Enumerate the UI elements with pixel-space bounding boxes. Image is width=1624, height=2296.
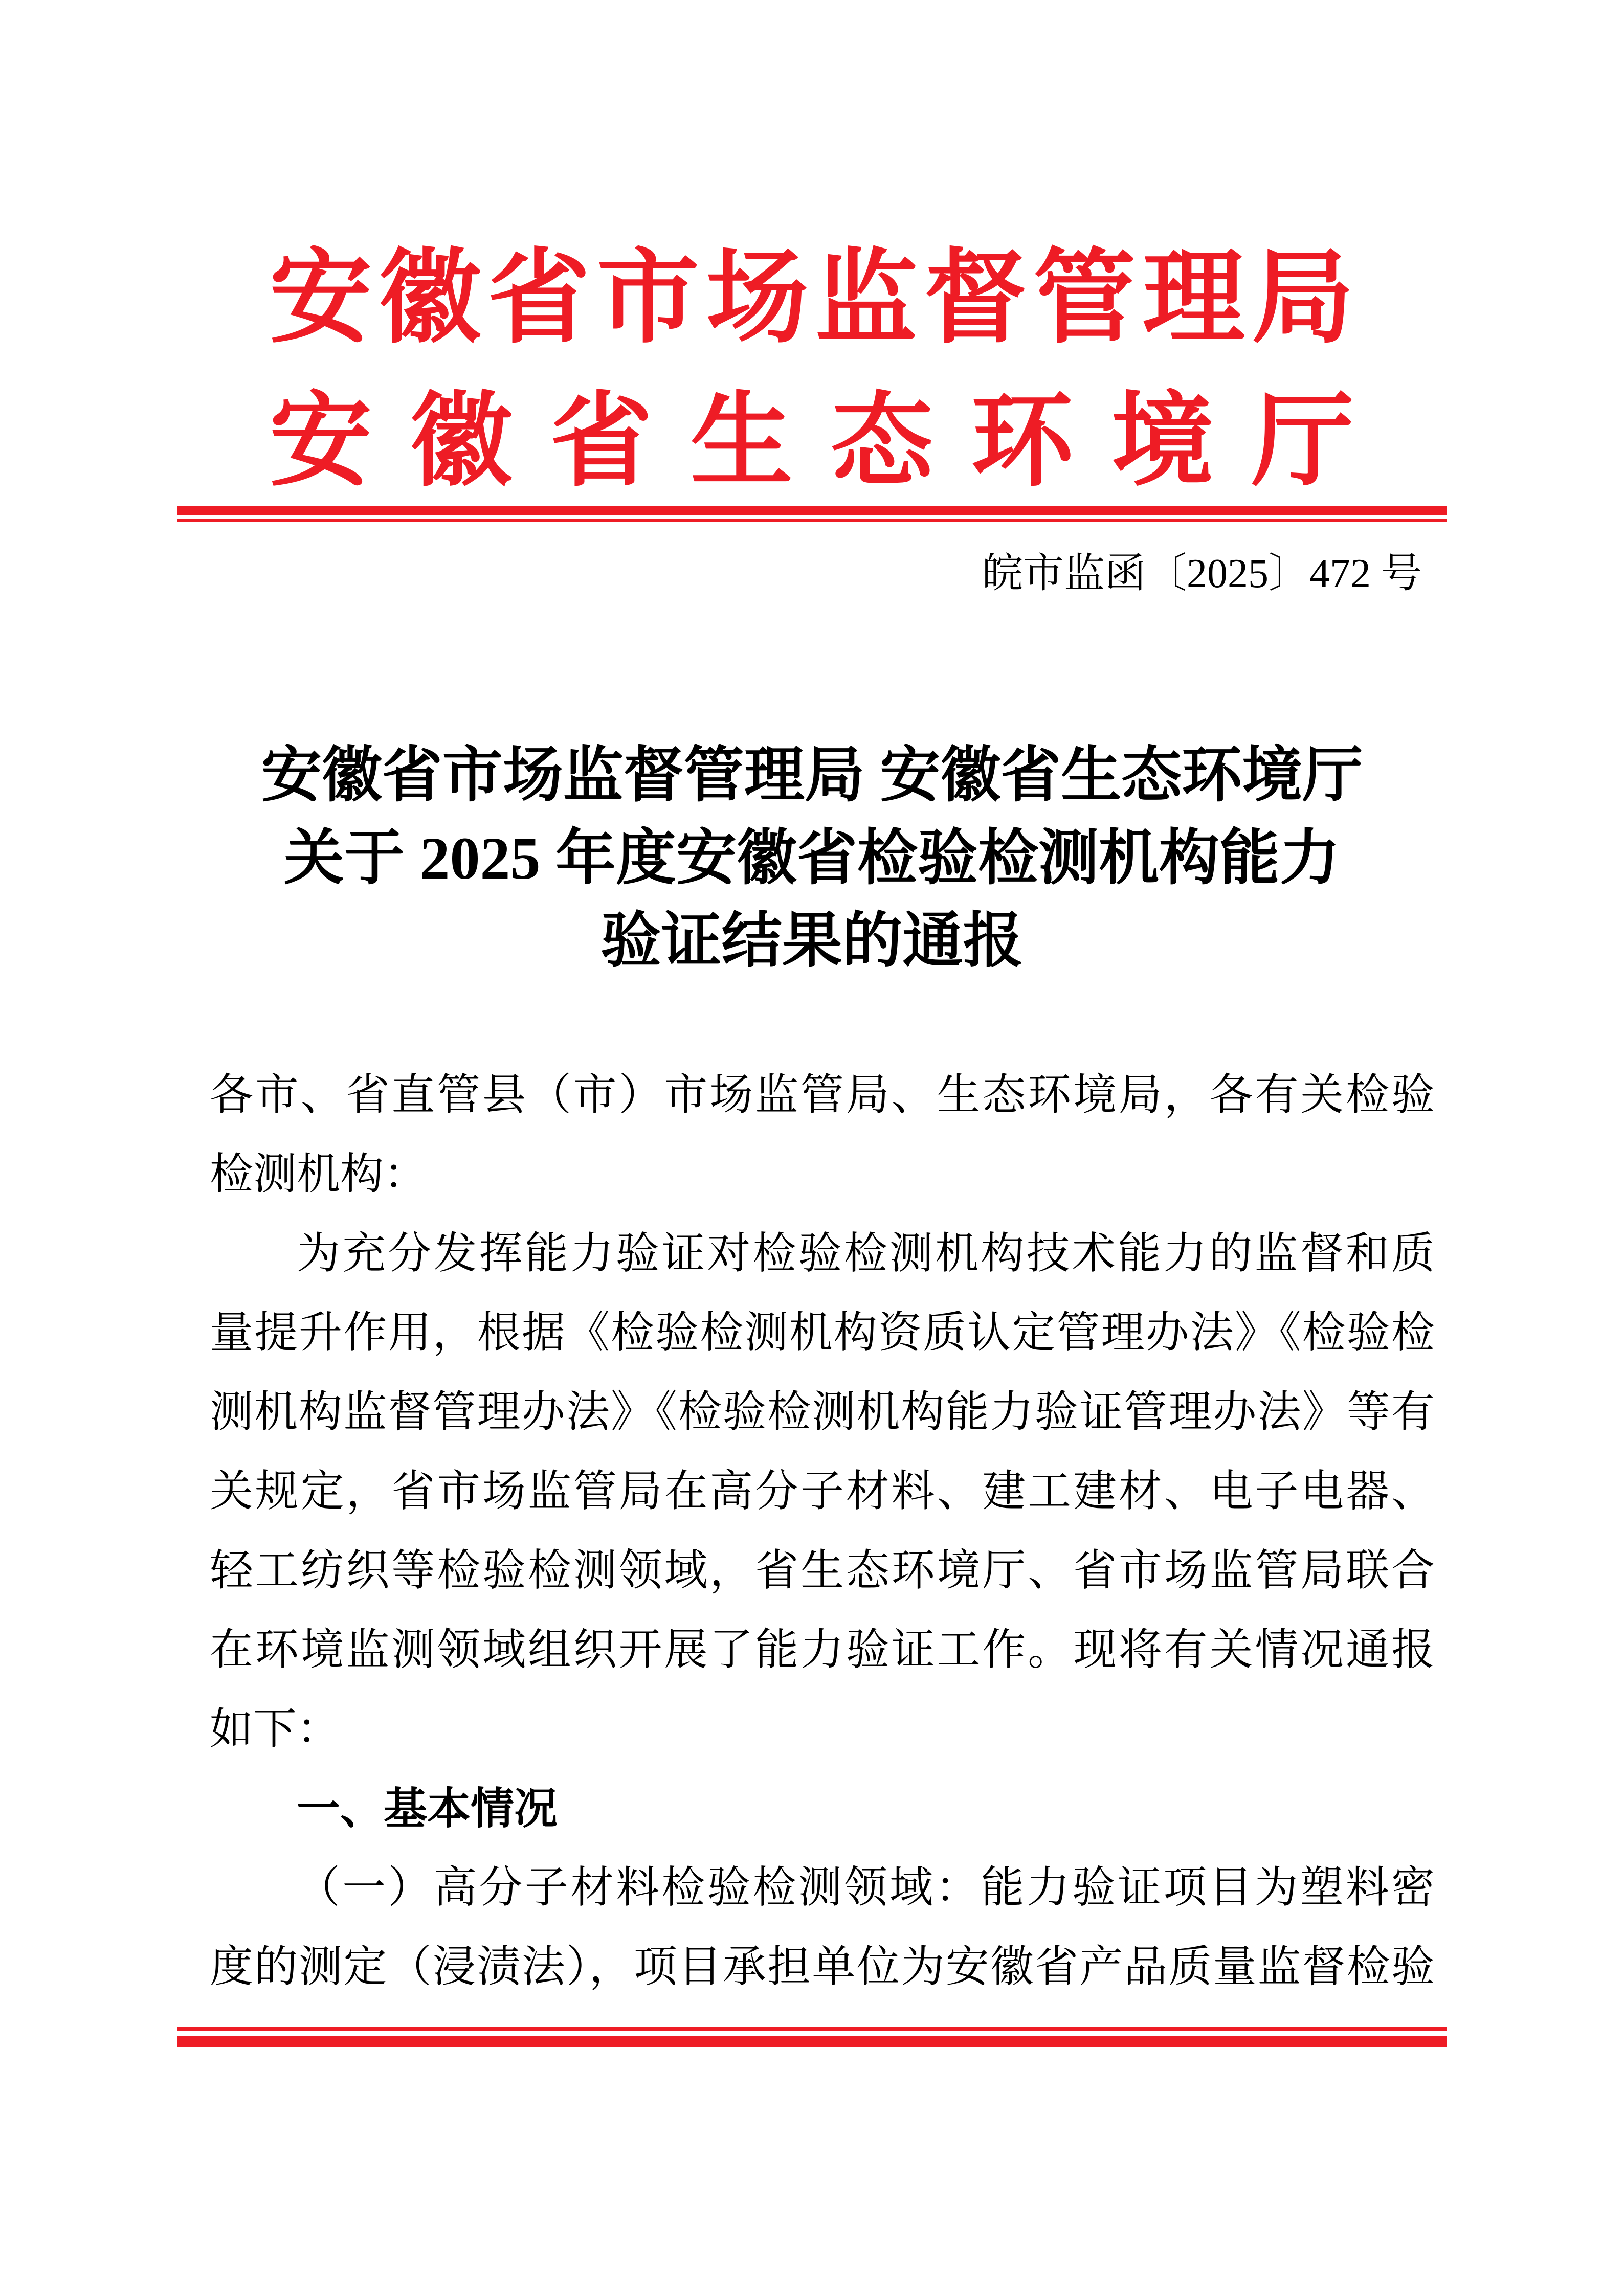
footer-divider-thick-line <box>177 2036 1447 2047</box>
body-line-paragraph-4: 关规定，省市场监管局在高分子材料、建工建材、电子电器、 <box>210 1468 1435 1516</box>
body-line-paragraph-7: 如下： <box>210 1705 341 1753</box>
body-line-salutation-1: 各市、省直管县（市）市场监管局、生态环境局，各有关检验 <box>210 1071 1435 1119</box>
doc-title-line-2: 关于 2025 年度安徽省检验检测机构能力 <box>283 825 1340 892</box>
body-line-paragraph-3: 测机构监督管理办法》《检验检测机构能力验证管理办法》等有 <box>210 1388 1435 1436</box>
header-divider-thin-line <box>177 519 1447 522</box>
body-line-paragraph-1: 为充分发挥能力验证对检验检测机构技术能力的监督和质 <box>297 1230 1435 1278</box>
masthead-org-line-2: 安徽省生态环境厅 <box>270 386 1354 499</box>
masthead <box>270 228 1354 514</box>
footer-divider-thin-line <box>177 2027 1447 2031</box>
section-heading-basic-situation: 一、基本情况 <box>297 1785 558 1833</box>
body-line-paragraph-5: 轻工纺织等检验检测领域，省生态环境厅、省市场监管局联合 <box>210 1547 1435 1595</box>
doc-title-line-3: 验证结果的通报 <box>600 908 1024 975</box>
body-line-paragraph-6: 在环境监测领域组织开展了能力验证工作。现将有关情况通报 <box>210 1626 1435 1674</box>
masthead-org-line-1: 安徽省市场监督管理局 <box>270 242 1354 355</box>
body-line-item-1-line-2: 度的测定（浸渍法），项目承担单位为安徽省产品质量监督检验 <box>210 1943 1435 1991</box>
body-line-paragraph-2: 量提升作用，根据《检验检测机构资质认定管理办法》《检验检 <box>210 1309 1435 1357</box>
doc-reference-number: 皖市监函〔2025〕472 号 <box>982 551 1422 596</box>
body-line-salutation-2: 检测机构： <box>210 1151 428 1199</box>
doc-title-line-1: 安徽省市场监督管理局 安徽省生态环境厅 <box>261 742 1363 809</box>
document-body <box>210 1056 1435 2007</box>
doc-title <box>148 734 1476 983</box>
header-divider-thick-line <box>177 506 1447 515</box>
body-line-item-1-line-1: （一）高分子材料检验检测领域：能力验证项目为塑料密 <box>297 1864 1435 1912</box>
